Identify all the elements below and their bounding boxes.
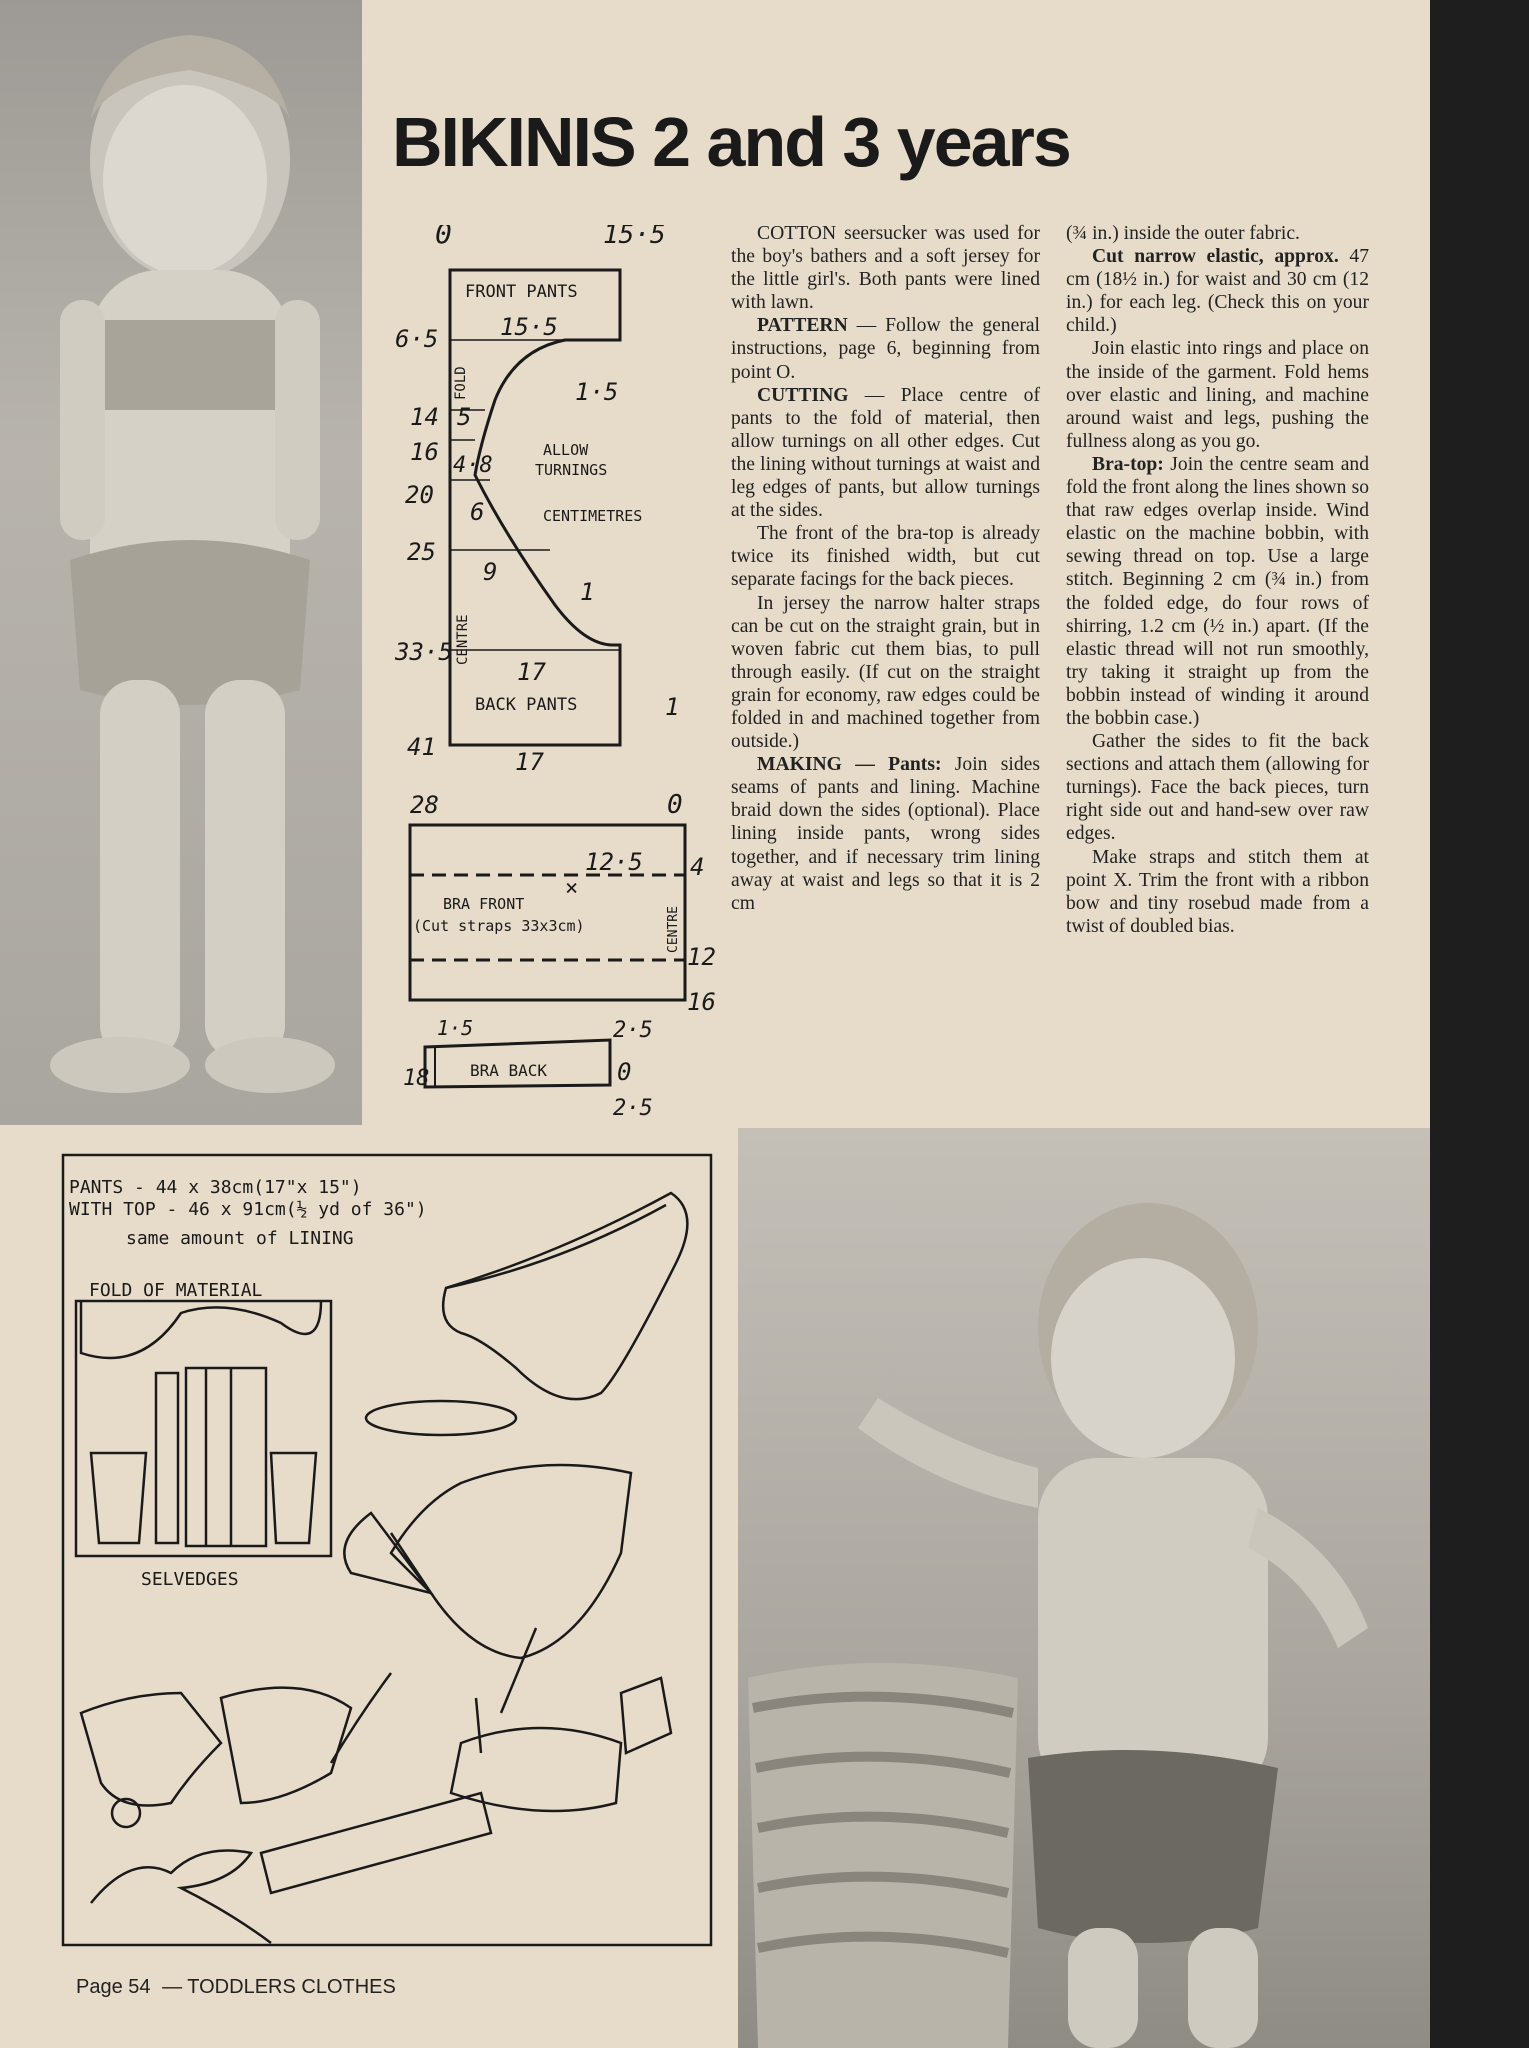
- bra-front-16: 16: [687, 988, 716, 1016]
- girl-figure-illustration: [0, 0, 362, 1125]
- article-cutting-para: [731, 384, 1040, 523]
- pants-corner-1: 1: [665, 693, 680, 721]
- section-name: — TODDLERS CLOTHES: [162, 1976, 396, 1998]
- bra-front-label: BRA FRONT: [443, 895, 525, 913]
- pants-bottom-17: 17: [515, 748, 544, 776]
- strap-layout-piece-1: [156, 1373, 178, 1543]
- allow-label: ALLOW: [543, 441, 589, 459]
- ribbon-bow-sketch: [91, 1851, 271, 1944]
- bra-front-4: 4: [690, 853, 705, 881]
- pattern-heading: PATTERN: [757, 315, 848, 337]
- smocked-bra-sketch: [81, 1693, 221, 1806]
- bra-back-layout-right: [271, 1453, 316, 1543]
- pants-label-15-5: 15·5: [603, 225, 666, 250]
- front-pants-label: FRONT PANTS: [465, 282, 578, 302]
- boy-figure-illustration: [738, 1128, 1430, 2048]
- bra-back-1-5: 1·5: [437, 1016, 474, 1040]
- cutting-text: — Place centre of pants to the fold of material, then allow turnings on all other edges. Cut the lining without turnings at waist and leg edges of pants, but allow turnings at the sides.: [731, 384, 1040, 522]
- pants-width-4-8: 4·8: [453, 453, 493, 478]
- pants-y-41: 41: [407, 733, 436, 761]
- article-making-para: [731, 753, 1040, 915]
- bra-layout-piece: [186, 1368, 266, 1546]
- page-footer: [76, 1976, 402, 1999]
- pants-y-6-5: 6·5: [395, 325, 439, 353]
- bra-front-0: 0: [667, 790, 683, 820]
- lined-pants-sketch: [391, 1465, 631, 1658]
- lining-amount: same amount of LINING: [126, 1228, 354, 1249]
- turnings-label: TURNINGS: [535, 461, 608, 479]
- bra-back-2-5-bottom: 2·5: [613, 1096, 653, 1121]
- making-heading: MAKING — Pants:: [757, 754, 942, 776]
- page-edge-shadow: [1430, 0, 1529, 2048]
- article-intro: COTTON seersucker was used for the boy's bathers and a soft jersey for the little girl's. Both pants were lined with lawn.: [731, 223, 1040, 314]
- strap-piece-sketch: [261, 1793, 491, 1893]
- cutting-layout-illustration: [61, 1153, 715, 1950]
- pants-sketch: [443, 1193, 687, 1399]
- bra-back-0: 0: [617, 1058, 632, 1086]
- bra-back-label: BRA BACK: [470, 1061, 548, 1080]
- centimetres-label: CENTIMETRES: [543, 507, 643, 525]
- bra-back-18: 18: [403, 1066, 430, 1091]
- pants-width-9: 9: [483, 558, 498, 586]
- pants-waist-15-5: 15·5: [500, 313, 558, 341]
- bra-centre-label: CENTRE: [666, 906, 681, 953]
- making-text: Join sides seams of pants and lining. Machine braid down the sides (optional). Place lining inside pants, wrong sides together, and if necessary trim lining away at waist and legs so that it is 2 cm: [731, 754, 1040, 914]
- pants-y-14: 14: [410, 403, 439, 431]
- finished-bra-sketch: [451, 1728, 621, 1811]
- photo-girl-bikini: [0, 0, 362, 1125]
- article-bra-top-para: The front of the bra-top is already twice its finished width, but cut separate facings for the back pieces.: [731, 523, 1040, 591]
- pants-y-25: 25: [407, 538, 436, 566]
- bratop-text: Join the centre seam and fold the front along the lines shown so that raw edges overlap inside. Wind elastic on the machine bobbin, with sewing thread on top. Use a large stitch. Beginning 2 cm (¾ in.) from the folded edge, do four rows of shirring, 1.2 cm (½ in.) apart. (If the elastic thread will not run smoothly, try taking it straight up from the bobbin instead of winding it around the bobbin case.): [1066, 453, 1369, 729]
- article-bratop-para: [1066, 453, 1369, 730]
- elastic-ring-sketch: [366, 1401, 516, 1435]
- elastic-text: 47 cm (18½ in.) for waist and 30 cm (12 in.) for each leg. (Check this on your child.): [1066, 246, 1369, 337]
- bra-back-layout-left: [91, 1453, 146, 1543]
- top-fabric-amount: WITH TOP - 46 x 91cm(½ yd of 36"): [69, 1199, 427, 1220]
- selvedges-label: SELVEDGES: [141, 1569, 239, 1590]
- article-column-2: [1066, 222, 1369, 938]
- pants-centre-label: CENTRE: [455, 614, 471, 665]
- bra-back-2-5-top: 2·5: [613, 1018, 653, 1043]
- pants-fabric-amount: PANTS - 44 x 38cm(17"x 15"): [69, 1177, 362, 1198]
- article-straps-para: In jersey the narrow halter straps can be cut on the straight grain, but in woven fabric cut them bias, to pull through easily. (If cut on the straight grain for economy, raw edges could be folded in and machined together from outside.): [731, 592, 1040, 753]
- bra-straps-label: (Cut straps 33x3cm): [413, 917, 585, 935]
- pants-fold-label: FOLD: [453, 366, 469, 400]
- page-number: Page 54: [76, 1976, 151, 1998]
- article-straps-finish-para: Make straps and stitch them at point X. Trim the front with a ribbon bow and tiny rosebud made from a twist of doubled bias.: [1066, 846, 1369, 937]
- fold-of-material-label: FOLD OF MATERIAL: [89, 1280, 263, 1301]
- bratop-heading: Bra-top:: [1092, 453, 1164, 475]
- article-continued-para: (¾ in.) inside the outer fabric.: [1066, 223, 1300, 244]
- pattern-text: — Follow the general instructions, page 6, beginning from point O.: [731, 315, 1040, 383]
- elastic-heading: Cut narrow elastic, approx.: [1092, 246, 1339, 268]
- pants-width-5: 5: [457, 403, 472, 431]
- illustration-frame: [63, 1155, 711, 1945]
- article-elastic-para: [1066, 245, 1369, 337]
- fabric-layout-rectangle: [76, 1301, 331, 1556]
- article-column-1: [731, 222, 1040, 915]
- back-pants-label: BACK PANTS: [475, 695, 578, 715]
- photo-boy-basket: [738, 1128, 1430, 2048]
- article-join-elastic-para: Join elastic into rings and place on the inside of the garment. Fold hems over elastic and lining, and machine around waist and legs, pushing the fullness along as you go.: [1066, 338, 1369, 452]
- pants-layout-piece: [81, 1301, 321, 1358]
- bra-front-12: 12: [687, 943, 716, 971]
- bra-strap-x-mark: ×: [565, 876, 579, 901]
- bra-front-28: 28: [410, 791, 439, 819]
- article-pattern-para: [731, 314, 1040, 383]
- page-title: BIKINIS 2 and 3 years: [392, 102, 1070, 181]
- pattern-diagram: [395, 225, 725, 1125]
- pants-width-1: 1: [580, 578, 595, 606]
- bra-front-12-5: 12·5: [585, 848, 643, 876]
- pants-label-0: 0: [435, 225, 452, 250]
- pants-y-16: 16: [410, 438, 439, 466]
- pants-curve-1-5: 1·5: [575, 378, 619, 406]
- pants-y-20: 20: [405, 481, 434, 509]
- pants-width-6: 6: [470, 498, 485, 526]
- article-gather-para: Gather the sides to fit the back sections and attach them (allowing for turnings). Face the back pieces, turn right side out and hand-sew over raw edges.: [1066, 731, 1369, 845]
- pants-y-33-5: 33·5: [395, 638, 453, 666]
- cutting-heading: CUTTING: [757, 384, 849, 406]
- pants-width-17: 17: [517, 658, 546, 686]
